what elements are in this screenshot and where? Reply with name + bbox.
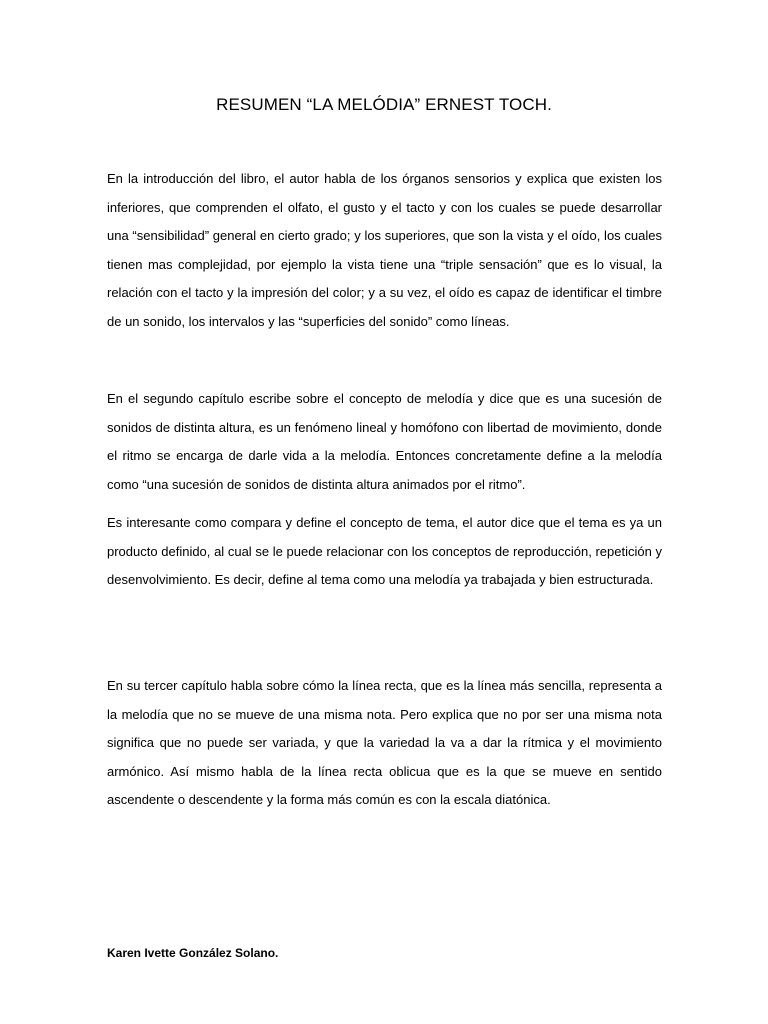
document-title: RESUMEN “LA MELÓDIA” ERNEST TOCH. — [216, 95, 552, 114]
paragraph-second-chapter: En el segundo capítulo escribe sobre el concepto de melodía y dice que es una sucesión de sonidos de distinta altura, es un fenómeno lineal y homófono con libertad de movimiento, donde el ritmo se encarga de darle vida a la melodía. Entonces concretamente define a la melodía como “una sucesión de sonidos de distinta altura animados por el ritmo”. — [107, 391, 662, 492]
author-signature: Karen Ivette González Solano. — [107, 946, 279, 960]
paragraph-theme: Es interesante como compara y define el concepto de tema, el autor dice que el tema es ya un producto definido, al cual se le puede relacionar con los conceptos de reproducción, repetición y desenvolvimiento. Es decir, define al tema como una melodía ya trabajada y bien estructurada. — [107, 515, 662, 588]
paragraph-third-chapter: En su tercer capítulo habla sobre cómo la línea recta, que es la línea más sencilla, representa a la melodía que no se mueve de una misma nota. Pero explica que no por ser una misma nota significa que no puede ser variada, y que la variedad la va a dar la rítmica y el movimiento armónico. Así mismo habla de la línea recta oblicua que es la que se mueve en sentido ascendente o descendente y la forma más común es con la escala diatónica. — [107, 678, 662, 808]
paragraph-introduction: En la introducción del libro, el autor habla de los órganos sensorios y explica que existen los inferiores, que comprenden el olfato, el gusto y el tacto y con los cuales se puede desarrollar una “sensibilidad” general en cierto grado; y los superiores, que son la vista y el oído, los cuales tienen mas complejidad, por ejemplo la vista tiene una “triple sensación” que es lo visual, la relación con el tacto y la impresión del color; y a su vez, el oído es capaz de identificar el timbre de un sonido, los intervalos y las “superficies del sonido” como líneas. — [107, 171, 662, 329]
